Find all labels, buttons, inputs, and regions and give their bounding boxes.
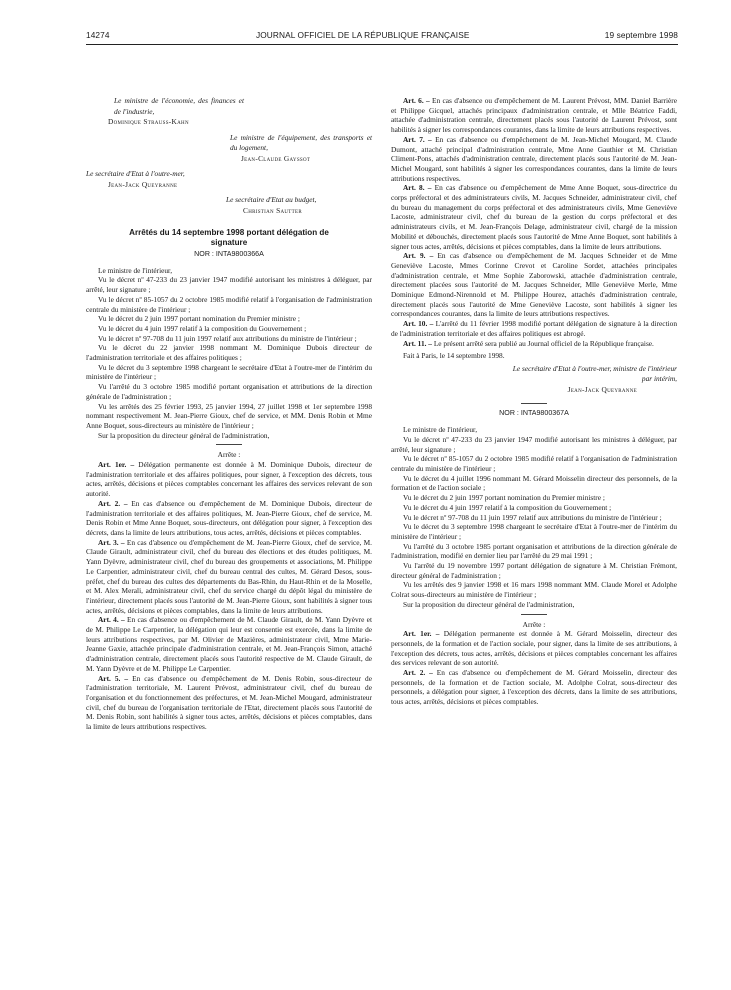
article-paragraph xyxy=(391,319,677,338)
visas-list xyxy=(391,425,677,609)
articles-list xyxy=(391,96,677,348)
signature-name: Dominique Strauss-Kahn xyxy=(108,117,189,126)
article-number: Art. 8. – xyxy=(403,183,432,193)
decree-title: Arrêtés du 14 septembre 1998 portant délégation de signature xyxy=(129,228,329,247)
signature-title: Le ministre de l'équipement, des transports et du logement, xyxy=(230,132,372,152)
article-text: En cas d'absence ou d'empêchement de M. Jean-Michel Mougard, M. Claude Dumont, attaché principal d'administration centrale, Mme Anne Gauthier et M. Christian Climent-Pons, attachés d'administration centrale, directement placés sous l'autorité de M. Jean-Michel Mougard, sont habilités à signer les correspondances courantes, dans la limite de leurs attributions respectives. xyxy=(391,134,678,183)
article-number: Art. 10. – xyxy=(403,319,434,329)
signature-name: Jean-Jack Queyranne xyxy=(108,179,178,189)
divider xyxy=(521,614,547,615)
article-number: Art. 9. – xyxy=(403,251,434,261)
visa-paragraph: Vu le décret nº 97-708 du 11 juin 1997 relatif aux attributions du ministre de l'intérieur ; xyxy=(98,333,357,343)
article-text: En cas d'absence ou d'empêchement de M. Laurent Prévost, MM. Daniel Barrière et Philippe Gicquel, attachés principaux d'administration centrale, et Mlle Béatrice Faddi, attachée d'administration centrale, directement placés sous l'autorité de Laurent Prévost, sont habilités à signer les correspondances courantes, dans la limite de leurs attributions respectives. xyxy=(391,96,677,135)
article-paragraph xyxy=(391,629,677,668)
signature-name: Jean-Jack Queyranne xyxy=(567,384,637,394)
article-number: Art. 3. – xyxy=(98,537,125,547)
visa-paragraph: Vu le décret nº 85-1057 du 2 octobre 1985 modifié relatif à l'organisation de l'administration centrale du ministère de l'intérieur ; xyxy=(391,454,677,473)
divider xyxy=(216,444,242,445)
page-number: 14274 xyxy=(86,30,110,40)
article-text: En cas d'absence ou d'empêchement de M. Gérard Moisselin, directeur des personnels, de la formation et de l'action sociale, M. Adolphe Colrat, sous-directeur des personnels, a délégation pour signer, à l'exception des décrets, dans la limite de ses attributions, tous actes, arrêtés, décisions et pièces comptables. xyxy=(391,668,677,707)
article-text: En cas d'absence ou d'empêchement de M. Jean-Pierre Gioux, chef de service, M. Claude Girault, administrateur civil, chef du bureau des élections et des études politiques, M. Yann Dyèvre, administrateur civil, chef du bureau des groupements et associations, M. Philippe Le Carpentier, administrateur civil, chef du bureau central des cultes, M. Gérard Desos, sous-préfet, chef du bureau des cultes des départements du Bas-Rhin, du Haut-Rhin et de la Moselle, et M. Alex Merali, administrateur civil, chef du service chargé du dépôt légal du ministère de l'intérieur, directement placés sous l'autorité de M. Jean-Pierre Gioux, sont habilités à signer tous actes, arrêtés, décisions et pièces comptables, dans la limite de leurs attributions. xyxy=(86,537,372,615)
visa-paragraph: Vu le décret nº 47-233 du 23 janvier 1947 modifié autorisant les ministres à déléguer, par arrêté, leur signature ; xyxy=(391,434,677,454)
article-text: En cas d'absence ou d'empêchement de M. Jacques Schneider et de Mme Geneviève Lacoste, Mmes Corinne Crevot et Caroline Sordet, attachées principales d'administration centrale, et Mme Sophie Zaborowski, attachée d'administration centrale, directement placées sous l'autorité de M. Jacques Schneider, Mlle Geneviève Merle, Mme Dominique Edmond-Nirennold et M. Philippe Hourez, attachés d'administration centrale, directement placés sous l'autorité de Mme Geneviève Lacoste, sont habilités à signer les correspondances courantes, dans la limite de leurs attributions respectives. xyxy=(391,251,677,319)
visa-paragraph: Vu le décret nº 47-233 du 23 janvier 1947 modifié autorisant les ministres à déléguer, par arrêté, leur signature ; xyxy=(86,275,372,295)
articles-list xyxy=(391,629,677,707)
article-text: Délégation permanente est donnée à M. Dominique Dubois, directeur de l'administration territoriale et des affaires politiques, pour signer, à l'exception des décrets, tous actes, arrêtés, décisions et pièces comptables concernant les affaires des services relevant de son autorité. xyxy=(86,460,372,499)
signature-title: Le secrétaire d'Etat à l'outre-mer, xyxy=(86,169,185,178)
visa-paragraph: Vu le décret du 3 septembre 1998 chargeant le secrétaire d'Etat à l'outre-mer de l'intérim du ministère de l'intérieur ; xyxy=(86,362,372,382)
article-number: Art. 5. – xyxy=(98,673,129,683)
signature-title: Le secrétaire d'Etat au budget, xyxy=(226,195,317,204)
arrete-heading: Arrête : xyxy=(217,450,241,460)
visa-paragraph: Vu les arrêtés des 25 février 1993, 25 janvier 1994, 27 juillet 1998 et 1er septembre 1998 nommant respectivement M. Jean-Pierre Gioux, chef de service, et MM. Denis Robin et Mme Anne Boquet, sous-directeurs au ministère de l'intérieur ; xyxy=(86,401,372,430)
visas-list xyxy=(86,266,372,441)
header-rule xyxy=(86,44,678,45)
article-paragraph xyxy=(86,499,372,538)
article-number: Art. 2. – xyxy=(403,668,433,678)
article-number: Art. 2. – xyxy=(98,498,128,508)
left-column xyxy=(86,96,372,732)
visa-paragraph: Vu le décret du 4 juin 1997 relatif à la composition du Gouvernement ; xyxy=(403,502,612,512)
signature-block-outremer xyxy=(86,169,372,190)
visa-paragraph: Vu l'arrêté du 3 octobre 1985 portant organisation et attributions de la direction générale de l'administration, modifié en dernier lieu par l'arrêté du 29 mai 1991 ; xyxy=(391,541,677,561)
visa-paragraph: Vu le décret du 4 juillet 1996 nommant M. Gérard Moisselin directeur des personnels, de la formation et de l'action sociale ; xyxy=(391,473,677,493)
article-number: Art. 4. – xyxy=(98,615,125,625)
visa-paragraph: Vu le décret du 2 juin 1997 portant nomination du Premier ministre ; xyxy=(98,314,300,324)
article-text: Délégation permanente est donnée à M. Gérard Moisselin, directeur des personnels, de la formation et de l'action sociale, pour signer, dans la limite de ses attributions, à l'exception des décrets, tous actes, arrêtés, décisions et pièces comptables concernant les affaires des services relevant de son autorité. xyxy=(391,629,677,668)
visa-paragraph: Vu le décret du 4 juin 1997 relatif à la composition du Gouvernement ; xyxy=(98,323,307,333)
visa-paragraph: Vu l'arrêté du 3 octobre 1985 modifié portant organisation et attributions de la direction générale de l'administration ; xyxy=(86,382,372,401)
article-paragraph xyxy=(391,251,677,319)
article-number: Art. 1er. – xyxy=(98,460,135,470)
article-number: Art. 1er. – xyxy=(403,629,440,639)
visa-paragraph: Sur la proposition du directeur général de l'administration, xyxy=(403,599,575,609)
visa-paragraph: Vu le décret du 2 juin 1997 portant nomination du Premier ministre ; xyxy=(403,493,605,503)
article-paragraph xyxy=(391,96,677,135)
signature-block-equipment xyxy=(86,133,372,165)
minister-line: Le ministre de l'intérieur, xyxy=(98,265,173,275)
visa-paragraph: Vu le décret nº 97-708 du 11 juin 1997 relatif aux attributions du ministre de l'intérieur ; xyxy=(403,512,662,522)
article-paragraph xyxy=(391,183,677,251)
signature-name: Christian Sautter xyxy=(243,205,302,215)
right-column xyxy=(391,96,677,707)
visa-paragraph: Vu le décret du 3 septembre 1998 chargeant le secrétaire d'Etat à l'outre-mer de l'intérim du ministère de l'intérieur ; xyxy=(391,522,677,541)
issue-date: 19 septembre 1998 xyxy=(604,30,678,40)
signature-name: Jean-Claude Gayssot xyxy=(241,153,311,163)
article-paragraph xyxy=(86,674,372,732)
article-text: En cas d'absence ou d'empêchement de M. Dominique Dubois, directeur de l'administration territoriale et des affaires politiques, M. Jean-Pierre Gioux, chef de service, M. Denis Robin et Mme Anne Boquet, sous-directeurs, ont délégation pour signer, à l'exception des décrets, dans la limite de leurs attributions, tous actes, arrêtés, décisions et pièces comptables. xyxy=(86,498,372,537)
article-number: Art. 6. – xyxy=(403,96,430,105)
article-text: En cas d'absence ou d'empêchement de Mme Anne Boquet, sous-directrice du corps préfectoral et des administrateurs civils, M. Jacques Schneider, administrateur civil, chef du bureau du management du corps préfectoral et des administrateurs civils, Mme Geneviève Lacoste, administrateur civil, chef du bureau de la gestion du corps préfectoral et des administrateurs civils, et M. Jean-François Delage, administrateur civil, chargé de la mission Mobilité et débouchés, directement placés sous l'autorité de Mme Anne Boquet, sont habilités à signer tous actes, arrêtés, décisions et pièces comptables, dans la limite de leurs attributions. xyxy=(391,183,677,251)
article-text: L'arrêté du 11 février 1998 modifié portant délégation de signature à la direction de l'administration territoriale et des affaires politiques est abrogé. xyxy=(391,319,677,338)
article-text: En cas d'absence ou d'empêchement de M. Claude Girault, de M. Yann Dyèvre et de M. Philippe Le Carpentier, la délégation qui leur est consentie est exercée, dans la limite de leurs attributions respectives, par M. Olivier de Mazières, administrateur civil, Mme Marie-Jeanne Gaxie, attachée principale d'administration centrale, et M. Jean-François Simon, attaché d'administration centrale, directement placés sous l'autorité respective de M. Claude Girault, de M. Yann Dyèvre et de M. Philippe Le Carpentier. xyxy=(86,615,372,673)
visa-paragraph: Vu le décret du 22 janvier 1998 nommant M. Dominique Dubois directeur de l'administration territoriale et des affaires politiques ; xyxy=(86,343,372,363)
signature-title: Le ministre de l'économie, des finances et de l'industrie, xyxy=(114,96,244,116)
article-text: Le présent arrêté sera publié au Journal officiel de la République française. xyxy=(433,338,654,348)
articles-list xyxy=(86,460,372,732)
signature-block-budget xyxy=(86,195,372,216)
signature-block-economy xyxy=(86,96,372,128)
nor-reference: NOR : INTA9800366A xyxy=(194,250,264,258)
article-paragraph xyxy=(391,668,677,707)
article-paragraph xyxy=(86,538,372,616)
signature-block-interim xyxy=(391,364,677,396)
minister-line: Le ministre de l'intérieur, xyxy=(403,425,478,435)
article-paragraph xyxy=(86,460,372,499)
visa-paragraph: Vu les arrêtés des 9 janvier 1998 et 16 mars 1998 nommant MM. Claude Morel et Adolphe Colrat sous-directeurs au ministère de l'intérieur ; xyxy=(391,580,677,600)
nor-reference: NOR : INTA9800367A xyxy=(499,409,569,418)
article-paragraph xyxy=(86,615,372,673)
visa-paragraph: Vu l'arrêté du 19 novembre 1997 portant délégation de signature à M. Christian Frémont, directeur général de l'administration ; xyxy=(391,561,677,580)
visa-paragraph: Vu le décret nº 85-1057 du 2 octobre 1985 modifié relatif à l'organisation de l'administration centrale du ministère de l'intérieur ; xyxy=(86,294,372,314)
journal-title: JOURNAL OFFICIEL DE LA RÉPUBLIQUE FRANÇAISE xyxy=(256,30,470,40)
article-paragraph xyxy=(391,339,677,349)
article-number: Art. 11. – xyxy=(403,338,432,348)
article-text: En cas d'absence ou d'empêchement de M. Denis Robin, sous-directeur de l'administration territoriale, M. Laurent Prévost, administrateur civil, chef du bureau de l'organisation et du fonctionnement des préfectures, et M. Jean-Michel Mougard, administrateur civil, chef du bureau de l'organisation territoriale de l'Etat, directement placés sous l'autorité de M. Denis Robin, sont habilités à signer tous actes, arrêtés, décisions et pièces comptables, dans la limite de leurs attributions respectives. xyxy=(86,673,372,732)
signature-title: Le secrétaire d'Etat à l'outre-mer, ministre de l'intérieur par intérim, xyxy=(512,363,677,384)
fait-line: Fait à Paris, le 14 septembre 1998. xyxy=(403,351,505,361)
divider xyxy=(521,403,547,404)
article-number: Art. 7. – xyxy=(403,134,432,144)
arrete-heading: Arrête : xyxy=(522,619,546,629)
visa-paragraph: Sur la proposition du directeur général de l'administration, xyxy=(98,430,270,440)
article-paragraph xyxy=(391,135,677,184)
